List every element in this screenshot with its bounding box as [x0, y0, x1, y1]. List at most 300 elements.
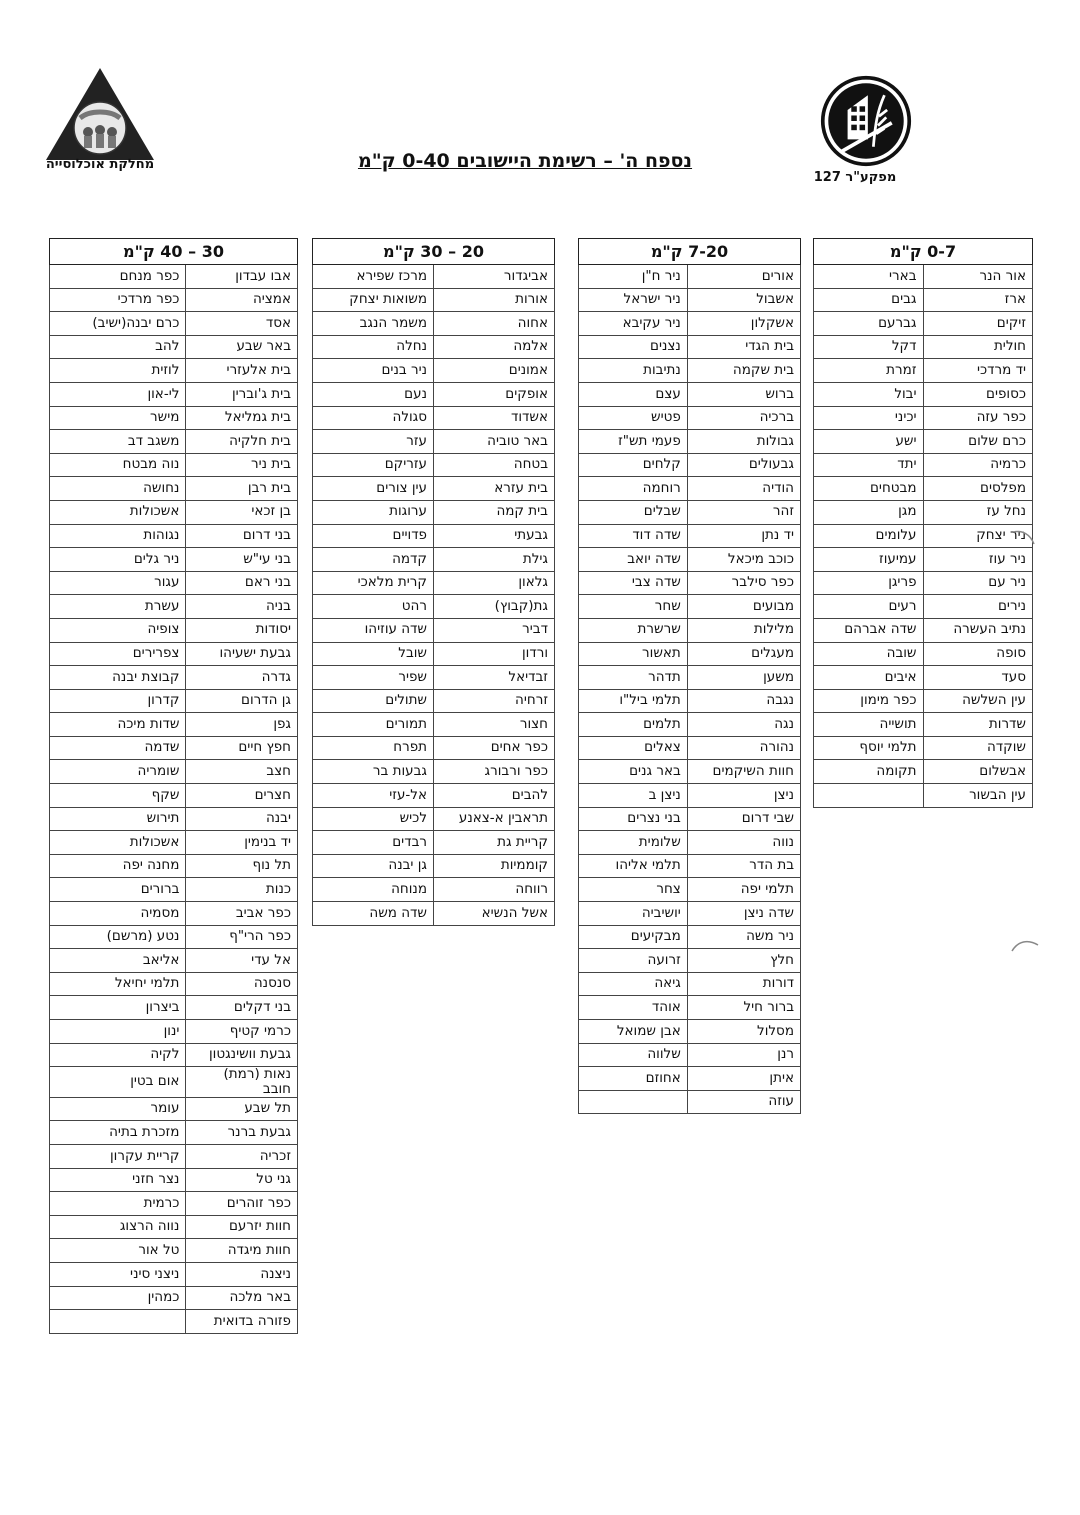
settlement-cell: באר מלכה [186, 1286, 298, 1310]
table-row [50, 430, 298, 454]
settlement-cell: שדה דוד [579, 524, 688, 548]
settlement-cell: ניר ח"ן [579, 265, 688, 289]
table-row [814, 736, 1033, 760]
settlement-cell: תלמי יוסף [814, 736, 924, 760]
settlement-cell: זרועה [579, 949, 688, 973]
table-row [579, 618, 801, 642]
settlement-cell: גבעת ברנר [186, 1121, 298, 1145]
settlement-cell: תושייה [814, 713, 924, 737]
table-row [50, 382, 298, 406]
zone-0-7-table [813, 238, 1033, 808]
table-row [814, 595, 1033, 619]
settlement-cell: נגבה [687, 689, 800, 713]
settlement-cell: עוזה [687, 1090, 800, 1114]
settlement-cell: כרמי קטיף [186, 1020, 298, 1044]
settlement-cell: זרחיה [434, 689, 555, 713]
table-row [50, 406, 298, 430]
table-row [579, 925, 801, 949]
settlement-cell: טל אור [50, 1239, 186, 1263]
table-row [579, 760, 801, 784]
settlement-cell: קדרון [50, 689, 186, 713]
table-row [579, 736, 801, 760]
settlement-cell: יושיביה [579, 902, 688, 926]
settlement-cell: עין השלשה [923, 689, 1033, 713]
table-row [814, 666, 1033, 690]
settlement-cell: בני נצרים [579, 807, 688, 831]
settlement-cell: כוכב מיכאל [687, 548, 800, 572]
settlement-cell: מגן [814, 500, 924, 524]
settlement-cell: ורדון [434, 642, 555, 666]
table-row [579, 571, 801, 595]
table-row [50, 831, 298, 855]
settlement-cell: בית אלעזרי [186, 359, 298, 383]
table-row [50, 854, 298, 878]
table-row [579, 831, 801, 855]
table-row [313, 382, 555, 406]
table-row [814, 618, 1033, 642]
settlement-cell: לקיה [50, 1043, 186, 1067]
table-row [313, 666, 555, 690]
settlement-cell: גדרה [186, 666, 298, 690]
settlement-cell: סעד [923, 666, 1033, 690]
table-row [50, 1145, 298, 1169]
settlement-cell: ניר ישראל [579, 288, 688, 312]
table-row [313, 312, 555, 336]
settlement-cell: מעגלים [687, 642, 800, 666]
settlement-cell: לי-און [50, 382, 186, 406]
settlement-cell: יבול [814, 382, 924, 406]
settlement-cell: אל-עזי [313, 784, 434, 808]
settlement-cell: עזר [313, 430, 434, 454]
settlement-cell: קלחים [579, 453, 688, 477]
settlement-cell: נגה [687, 713, 800, 737]
settlement-cell: נירים [923, 595, 1033, 619]
settlement-cell: כפר זוהרים [186, 1192, 298, 1216]
settlement-cell: קוממיות [434, 854, 555, 878]
settlement-cell: פריגן [814, 571, 924, 595]
settlement-cell: בטחה [434, 453, 555, 477]
table-row [579, 359, 801, 383]
settlement-cell: תאשור [579, 642, 688, 666]
settlement-cell: חולית [923, 335, 1033, 359]
table-row [50, 1067, 298, 1098]
zone-heading: 0-7 ק"מ [814, 239, 1033, 265]
settlement-cell: כרמיה [923, 453, 1033, 477]
settlement-cell: ברוש [687, 382, 800, 406]
settlement-cell: ניר יצחק [923, 524, 1033, 548]
settlement-cell: חצב [186, 760, 298, 784]
settlement-cell: שלווה [579, 1043, 688, 1067]
table-row [50, 335, 298, 359]
table-row [50, 477, 298, 501]
table-row [313, 406, 555, 430]
table-row [50, 312, 298, 336]
table-row [814, 335, 1033, 359]
settlement-cell: שבלים [579, 500, 688, 524]
settlement-cell: מישר [50, 406, 186, 430]
settlement-cell: איבים [814, 666, 924, 690]
settlement-cell: סגולה [313, 406, 434, 430]
settlement-cell: שרשרת [579, 618, 688, 642]
settlement-cell: תל נוף [186, 854, 298, 878]
table-row [313, 831, 555, 855]
table-row [579, 288, 801, 312]
table-row [50, 265, 298, 289]
settlement-cell: דביר [434, 618, 555, 642]
table-row [50, 1043, 298, 1067]
settlement-cell: רעים [814, 595, 924, 619]
settlement-cell: גת(קבוץ) [434, 595, 555, 619]
settlement-cell: נחושה [50, 477, 186, 501]
settlement-cell: פטיש [579, 406, 688, 430]
zone-heading: 20 – 30 ק"מ [313, 239, 555, 265]
settlement-cell: עצם [579, 382, 688, 406]
settlement-cell: כפר מנחם [50, 265, 186, 289]
settlement-cell: אחוזם [579, 1067, 688, 1091]
settlement-cell: כרם שלום [923, 430, 1033, 454]
settlement-cell: כפר אחים [434, 736, 555, 760]
settlement-cell: תלמי אליהו [579, 854, 688, 878]
settlement-cell: תלמים [579, 713, 688, 737]
table-row [814, 382, 1033, 406]
settlement-cell: סופה [923, 642, 1033, 666]
table-row [579, 524, 801, 548]
settlement-cell: בית ניר [186, 453, 298, 477]
settlement-cell: פדויים [313, 524, 434, 548]
settlement-cell: אמונים [434, 359, 555, 383]
settlement-cell: אשל הנשיא [434, 902, 555, 926]
table-row [313, 265, 555, 289]
settlement-cell: צחר [579, 878, 688, 902]
settlement-cell: להב [50, 335, 186, 359]
settlement-cell: שובל [313, 642, 434, 666]
settlement-cell: ינון [50, 1020, 186, 1044]
settlement-cell: כרמית [50, 1192, 186, 1216]
table-row [313, 807, 555, 831]
settlement-cell: זבדיאל [434, 666, 555, 690]
settlement-cell: באר טוביה [434, 430, 555, 454]
settlement-cell: חוות מיגדה [186, 1239, 298, 1263]
table-row [814, 288, 1033, 312]
settlement-cell: זכריה [186, 1145, 298, 1169]
settlement-cell: תלמי ביל"ו [579, 689, 688, 713]
table-row [814, 784, 1033, 808]
zone-heading: 7-20 ק"מ [579, 239, 801, 265]
table-row [50, 548, 298, 572]
settlement-cell: זהר [687, 500, 800, 524]
table-row [313, 500, 555, 524]
settlement-cell [814, 784, 924, 808]
settlement-cell: בית הגדי [687, 335, 800, 359]
settlement-cell: נטע (מרשם) [50, 925, 186, 949]
table-row [579, 996, 801, 1020]
settlement-cell: תקומה [814, 760, 924, 784]
table-row [313, 736, 555, 760]
settlement-cell: ניר בנים [313, 359, 434, 383]
settlement-cell: תירוש [50, 807, 186, 831]
table-row [313, 689, 555, 713]
settlement-cell: גבעולים [687, 453, 800, 477]
settlement-cell: חצרים [186, 784, 298, 808]
settlement-cell: נאות (רמת) חובב [186, 1067, 298, 1098]
settlement-cell: אוהד [579, 996, 688, 1020]
table-row [814, 689, 1033, 713]
population-department-logo-icon [44, 66, 156, 162]
table-row [814, 430, 1033, 454]
table-row [579, 902, 801, 926]
settlement-cell: בת הדר [687, 854, 800, 878]
settlement-cell: חצור [434, 713, 555, 737]
settlement-cell: עומר [50, 1097, 186, 1121]
table-row [579, 548, 801, 572]
settlement-cell: שפיר [313, 666, 434, 690]
table-row [50, 1239, 298, 1263]
table-row [313, 642, 555, 666]
settlement-cell: אל עדי [186, 949, 298, 973]
settlement-cell: מנוחה [313, 878, 434, 902]
department-caption: מחלקת אוכלוסייה [45, 157, 155, 172]
settlement-cell: שבי דרום [687, 807, 800, 831]
settlement-cell: ניצן ב [579, 784, 688, 808]
settlement-cell: יד בנימין [186, 831, 298, 855]
settlement-cell: עמיעוז [814, 548, 924, 572]
table-row [50, 1215, 298, 1239]
settlement-cell: משמר הנגב [313, 312, 434, 336]
settlement-cell: אשקלון [687, 312, 800, 336]
settlement-cell: זיקים [923, 312, 1033, 336]
table-row [50, 878, 298, 902]
settlement-cell: אורים [687, 265, 800, 289]
settlement-cell: קדמה [313, 548, 434, 572]
settlement-cell: שדה אברהם [814, 618, 924, 642]
scan-mark-icon [1010, 935, 1040, 955]
settlement-cell: ישע [814, 430, 924, 454]
settlement-cell: מסלול [687, 1020, 800, 1044]
settlement-cell: אלמה [434, 335, 555, 359]
table-row [50, 713, 298, 737]
table-row [814, 760, 1033, 784]
zone-7-20-table [578, 238, 801, 1114]
table-row [313, 477, 555, 501]
settlement-cell: ברור חיל [687, 996, 800, 1020]
settlement-cell: שחר [579, 595, 688, 619]
table-row [814, 548, 1033, 572]
settlement-cell: ניצני סיני [50, 1263, 186, 1287]
settlement-cell: חפץ חיים [186, 736, 298, 760]
table-row [814, 642, 1033, 666]
settlement-cell: גילת [434, 548, 555, 572]
settlement-cell: רנן [687, 1043, 800, 1067]
table-row [579, 1043, 801, 1067]
settlement-cell [50, 1310, 186, 1334]
table-row [313, 453, 555, 477]
settlement-cell: משואות יצחק [313, 288, 434, 312]
settlement-cell: מסמיה [50, 902, 186, 926]
settlement-cell: תמורים [313, 713, 434, 737]
settlement-cell: מבועים [687, 595, 800, 619]
settlement-cell: גיאה [579, 972, 688, 996]
settlement-cell: מבטחים [814, 477, 924, 501]
table-row [579, 642, 801, 666]
settlement-cell: שדה צבי [579, 571, 688, 595]
settlement-cell: אופקים [434, 382, 555, 406]
table-row [313, 571, 555, 595]
settlement-cell: אחוה [434, 312, 555, 336]
table-row [579, 406, 801, 430]
table-row [579, 854, 801, 878]
settlement-cell: בני עי"ש [186, 548, 298, 572]
settlement-cell: בית חלקיה [186, 430, 298, 454]
settlement-cell: יד נתן [687, 524, 800, 548]
settlement-cell: גן הדרום [186, 689, 298, 713]
table-row [579, 453, 801, 477]
table-row [50, 1263, 298, 1287]
settlement-cell: שדות מיכה [50, 713, 186, 737]
settlement-cell: כסופים [923, 382, 1033, 406]
settlement-cell: נתיבות [579, 359, 688, 383]
table-row [579, 477, 801, 501]
settlement-cell: גן יבנה [313, 854, 434, 878]
settlement-cell: מלילות [687, 618, 800, 642]
table-row [579, 1090, 801, 1114]
settlement-cell: עין צורים [313, 477, 434, 501]
settlement-cell: ניר עם [923, 571, 1033, 595]
table-row [50, 453, 298, 477]
settlement-cell: בית קמה [434, 500, 555, 524]
settlement-cell: אשבול [687, 288, 800, 312]
table-row [50, 1121, 298, 1145]
settlement-cell: נגוהות [50, 524, 186, 548]
settlement-cell: הודיה [687, 477, 800, 501]
settlement-cell: ניר גלים [50, 548, 186, 572]
settlement-cell: איתן [687, 1067, 800, 1091]
table-row [579, 784, 801, 808]
table-row [50, 618, 298, 642]
settlement-cell: שדרות [923, 713, 1033, 737]
settlement-cell: יד מרדכי [923, 359, 1033, 383]
settlement-cell: שדה משה [313, 902, 434, 926]
table-row [50, 1286, 298, 1310]
settlement-cell: יבנה [186, 807, 298, 831]
settlement-cell: רווחה [434, 878, 555, 902]
settlement-cell: תראבין א-צאנע [434, 807, 555, 831]
settlement-cell: חלץ [687, 949, 800, 973]
zone-heading: 30 – 40 ק"מ [50, 239, 298, 265]
settlement-cell: כפר הרי"ף [186, 925, 298, 949]
table-row [579, 878, 801, 902]
table-row [313, 760, 555, 784]
settlement-cell: מפלסים [923, 477, 1033, 501]
settlement-cell: לכיש [313, 807, 434, 831]
settlement-cell: בארי [814, 265, 924, 289]
settlement-cell: תלמי יחיאל [50, 972, 186, 996]
settlement-cell: צאלים [579, 736, 688, 760]
table-row [579, 689, 801, 713]
settlement-cell: כנות [186, 878, 298, 902]
settlement-cell: אבן שמואל [579, 1020, 688, 1044]
settlement-cell: ערוגות [313, 500, 434, 524]
settlement-cell: יתד [814, 453, 924, 477]
settlement-cell: תפרח [313, 736, 434, 760]
table-row [313, 713, 555, 737]
table-row [579, 312, 801, 336]
settlement-cell: סנסנה [186, 972, 298, 996]
settlement-cell [579, 1090, 688, 1114]
settlement-cell: נווה הרצוג [50, 1215, 186, 1239]
table-row [313, 524, 555, 548]
table-row [579, 1067, 801, 1091]
settlement-cell: באר שבע [186, 335, 298, 359]
settlement-cell: מרכז שפירא [313, 265, 434, 289]
settlement-cell: רהט [313, 595, 434, 619]
settlement-cell: בני ראם [186, 571, 298, 595]
table-row [579, 430, 801, 454]
settlement-cell: בן זכאי [186, 500, 298, 524]
settlement-cell: שקף [50, 784, 186, 808]
table-row [814, 524, 1033, 548]
settlement-cell: דורות [687, 972, 800, 996]
scan-mark-icon [1012, 528, 1038, 548]
settlement-cell: אשכולות [50, 831, 186, 855]
settlement-cell: צופיה [50, 618, 186, 642]
settlement-cell: אום בטין [50, 1067, 186, 1098]
table-row [579, 1020, 801, 1044]
settlement-cell: גבעת ישעיהו [186, 642, 298, 666]
table-row [579, 500, 801, 524]
settlement-cell: שומריה [50, 760, 186, 784]
settlement-cell: שובה [814, 642, 924, 666]
settlement-cell: יכיני [814, 406, 924, 430]
settlement-cell: ניר עקיבא [579, 312, 688, 336]
settlement-cell: גבים [814, 288, 924, 312]
settlement-cell: פזורה בדואית [186, 1310, 298, 1334]
settlement-cell: חוות השיקמים [687, 760, 800, 784]
settlement-cell: שדה יואב [579, 548, 688, 572]
settlement-cell: מחנה יפה [50, 854, 186, 878]
settlement-cell: רוחמה [579, 477, 688, 501]
settlement-cell: נווה [687, 831, 800, 855]
settlement-cell: גבעתי [434, 524, 555, 548]
table-row [814, 312, 1033, 336]
settlement-cell: עלומים [814, 524, 924, 548]
settlement-cell: משען [687, 666, 800, 690]
table-row [579, 666, 801, 690]
table-row [50, 524, 298, 548]
table-row [814, 477, 1033, 501]
zone-20-30-table [312, 238, 555, 926]
settlement-cell: ניצנה [186, 1263, 298, 1287]
table-row [50, 807, 298, 831]
table-row [50, 1097, 298, 1121]
settlement-cell: נצנים [579, 335, 688, 359]
settlement-cell: אבו עבדון [186, 265, 298, 289]
table-row [50, 500, 298, 524]
page-title: נספח ה' – רשימת היישובים 0-40 ק"מ [357, 150, 693, 172]
unit-emblem-icon [820, 75, 912, 167]
settlement-cell: אבשלום [923, 760, 1033, 784]
settlement-cell: ארז [923, 288, 1033, 312]
table-row [313, 618, 555, 642]
settlement-cell: נעם [313, 382, 434, 406]
settlement-cell: שדה עוזיהו [313, 618, 434, 642]
settlement-cell: ניר עוז [923, 548, 1033, 572]
table-row [313, 430, 555, 454]
table-row [50, 689, 298, 713]
settlement-cell: כפר עזה [923, 406, 1033, 430]
settlement-cell: זמרת [814, 359, 924, 383]
table-row [50, 996, 298, 1020]
settlement-cell: כפר מרדכי [50, 288, 186, 312]
